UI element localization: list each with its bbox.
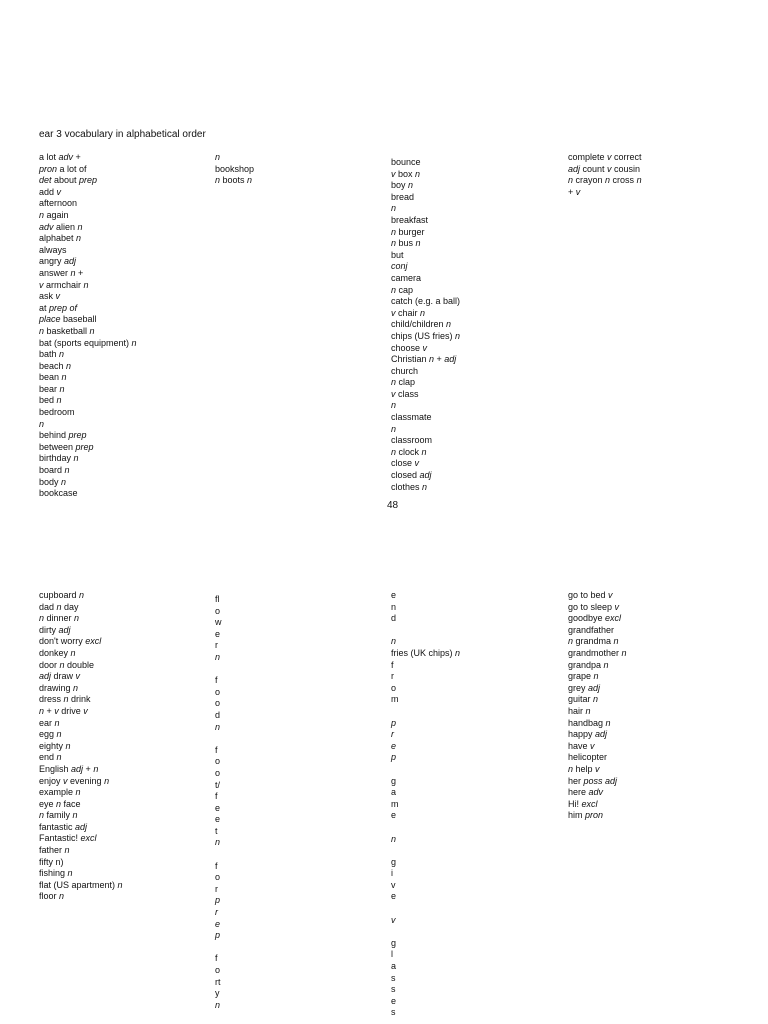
vertical-char: y xyxy=(215,988,220,999)
vertical-char: v xyxy=(391,914,396,925)
vocab-entry: clothes n xyxy=(391,481,428,492)
vocab-entry: n xyxy=(391,423,397,434)
vertical-gap xyxy=(391,926,399,938)
vocab-entry: + v xyxy=(568,186,581,197)
vocab-entry: her poss adj xyxy=(568,775,618,786)
vertical-gap xyxy=(391,903,399,915)
vertical-char: n xyxy=(391,636,397,647)
vocab-entry: but xyxy=(391,249,404,260)
vertical-char: r xyxy=(391,671,394,682)
vertical-gap xyxy=(391,845,399,857)
vocab-entry: n xyxy=(215,152,221,162)
vocab-column-3 xyxy=(391,157,460,493)
vertical-char: o xyxy=(215,767,221,778)
vocab-entry: bed n xyxy=(39,395,62,406)
vertical-gap xyxy=(391,822,399,834)
vocab-entry: body n xyxy=(39,476,67,487)
vocab-entry: eye n face xyxy=(39,798,81,809)
vocab-entry: father n xyxy=(39,845,70,856)
vertical-char: n xyxy=(215,721,221,732)
vertical-char: fl xyxy=(215,594,220,604)
vocab-column-4 xyxy=(568,152,642,198)
vocab-entry: n cap xyxy=(391,284,414,295)
vocab-entry: grandpa n xyxy=(568,659,609,670)
page-title: ear 3 vocabulary in alphabetical order xyxy=(39,129,206,140)
vertical-gap xyxy=(391,625,396,637)
vocab-entry: go to sleep v xyxy=(568,601,620,612)
vocab-entry: n basketball n xyxy=(39,325,95,336)
vocab-entry: n + v drive v xyxy=(39,705,88,716)
vertical-char: o xyxy=(215,698,221,709)
vocab-entry: afternoon xyxy=(39,198,78,209)
vocab-entry: don't worry excl xyxy=(39,636,102,647)
vertical-char: e xyxy=(215,918,221,929)
vocab-entry: grape n xyxy=(568,671,599,682)
vertical-char: o xyxy=(215,872,221,883)
vertical-gap xyxy=(215,849,222,861)
vertical-char: o xyxy=(391,682,397,693)
vocab-entry: n xyxy=(391,203,397,214)
vocab-entry: breakfast xyxy=(391,214,429,225)
vocab-entry: guitar n xyxy=(568,694,599,705)
vocab-entry: eighty n xyxy=(39,740,71,751)
vocab-entry: n xyxy=(39,418,45,429)
vocab-entry: him pron xyxy=(568,810,604,821)
vertical-char: f xyxy=(215,860,218,871)
vertical-char: t/ xyxy=(215,779,221,790)
vocab-entry: example n xyxy=(39,787,81,798)
vocab-entry: between prep xyxy=(39,441,94,452)
vocab-entry: n boots n xyxy=(215,175,253,186)
vocab-entry: place baseball xyxy=(39,314,97,325)
vertical-char: p xyxy=(391,717,397,728)
vocab-entry: bat (sports equipment) n xyxy=(39,337,137,348)
vocab-entry: bath n xyxy=(39,349,65,360)
vocab-entry: fantastic adj xyxy=(39,821,88,832)
vertical-char: o xyxy=(215,605,221,616)
vertical-gap xyxy=(391,706,399,718)
vocab-entry: ask v xyxy=(39,291,61,302)
vocab-entry: fishing n xyxy=(39,868,73,879)
vertical-char: d xyxy=(391,613,397,624)
vocab-entry: beach n xyxy=(39,360,72,371)
vocab-entry: child/children n xyxy=(391,319,452,330)
vocab-entry: flat (US apartment) n xyxy=(39,879,123,890)
vertical-char: p xyxy=(215,895,221,906)
vocab-entry: det about prep xyxy=(39,175,98,186)
vocab-vertical-column-7b xyxy=(391,660,399,1019)
vertical-char: r xyxy=(215,883,218,894)
vocab-entry: go to bed v xyxy=(568,590,613,600)
vocab-entry: close v xyxy=(391,458,420,469)
vocab-entry: alphabet n xyxy=(39,233,82,244)
vocab-entry: handbag n xyxy=(568,717,611,728)
vocab-entry: n bus n xyxy=(391,238,421,249)
vertical-char: o xyxy=(215,686,221,697)
vocab-entry: adj draw v xyxy=(39,671,81,682)
vertical-char: l xyxy=(391,949,393,960)
vertical-char: r xyxy=(391,729,394,740)
vocab-entry: n dinner n xyxy=(39,613,80,624)
vocab-entry: answer n + xyxy=(39,267,84,278)
vocab-entry: cupboard n xyxy=(39,590,85,600)
vertical-char: s xyxy=(391,984,396,995)
vertical-char: n xyxy=(391,833,397,844)
vertical-char: v xyxy=(391,879,396,890)
vocab-entry: dad n day xyxy=(39,601,79,612)
vertical-char: m xyxy=(391,798,399,809)
vocab-entry: helicopter xyxy=(568,752,608,763)
vocab-entry: adv alien n xyxy=(39,221,83,232)
vertical-char: f xyxy=(215,953,218,964)
vocab-line-fries xyxy=(391,648,460,660)
vocab-entry: have v xyxy=(568,740,595,751)
vocab-entry: grey adj xyxy=(568,682,601,693)
vocab-entry: v class xyxy=(391,388,419,399)
vocab-entry: board n xyxy=(39,465,70,476)
vocab-entry: floor n xyxy=(39,891,65,902)
vocab-column-8 xyxy=(568,590,627,822)
vertical-char: a xyxy=(391,961,397,972)
vertical-char: e xyxy=(391,590,397,600)
vertical-char: n xyxy=(391,601,397,612)
vertical-char: s xyxy=(391,972,396,983)
vertical-char: g xyxy=(391,856,397,867)
vocab-entry: fifty n) xyxy=(39,856,64,867)
vertical-char: e xyxy=(391,891,397,902)
vertical-char: m xyxy=(391,694,399,705)
vertical-char: e xyxy=(391,995,397,1006)
vocab-entry: dirty adj xyxy=(39,624,71,635)
vertical-gap xyxy=(215,942,222,954)
vocab-entry: end n xyxy=(39,752,62,763)
vocab-entry: behind prep xyxy=(39,430,87,441)
vocab-entry: fries (UK chips) n xyxy=(391,648,461,658)
vocab-column-5 xyxy=(39,590,123,903)
vocab-entry: bounce xyxy=(391,157,421,167)
vertical-char: rt xyxy=(215,976,221,987)
vocab-entry: v box n xyxy=(391,168,421,179)
vocab-vertical-column-6 xyxy=(215,594,222,1011)
vocab-entry: Fantastic! excl xyxy=(39,833,97,844)
vocab-entry: boy n xyxy=(391,180,414,191)
vocab-entry: n clap xyxy=(391,377,416,388)
vertical-char: w xyxy=(215,617,222,628)
vertical-char: f xyxy=(215,675,218,686)
vocab-entry: classroom xyxy=(391,435,433,446)
vocab-entry: grandmother n xyxy=(568,647,627,658)
vocab-entry: happy adj xyxy=(568,729,608,740)
vocab-entry: v armchair n xyxy=(39,279,89,290)
vertical-char: p xyxy=(391,752,397,763)
vertical-char: n xyxy=(215,837,221,848)
vertical-char: f xyxy=(391,659,394,670)
vocab-entry: enjoy v evening n xyxy=(39,775,110,786)
vocab-entry: English adj + n xyxy=(39,763,99,774)
vertical-char: n xyxy=(215,999,221,1010)
vertical-char: n xyxy=(215,651,221,662)
vertical-gap xyxy=(215,733,222,745)
vocab-entry: bookshop xyxy=(215,163,255,174)
vocab-entry: n help v xyxy=(568,763,600,774)
vocab-entry: n again xyxy=(39,209,69,220)
vocab-entry: camera xyxy=(391,272,422,283)
vocab-entry: pron a lot of xyxy=(39,163,87,174)
vertical-char: t xyxy=(215,825,218,836)
vocab-entry: n crayon n cross n xyxy=(568,175,642,186)
vocab-entry: egg n xyxy=(39,729,62,740)
vocab-entry: choose v xyxy=(391,342,428,353)
vocab-entry: adj count v cousin xyxy=(568,163,641,174)
vocab-entry: angry adj xyxy=(39,256,77,267)
vocab-entry: drawing n xyxy=(39,682,79,693)
vocab-entry: grandfather xyxy=(568,624,615,635)
vocab-entry: conj xyxy=(391,261,408,272)
vocab-entry: at prep of xyxy=(39,302,78,313)
vocab-entry: always xyxy=(39,244,67,255)
vertical-char: f xyxy=(215,791,218,802)
vertical-char: r xyxy=(215,907,218,918)
vocab-entry: bread xyxy=(391,191,415,202)
vocab-entry: donkey n xyxy=(39,647,76,658)
vocab-entry: door n double xyxy=(39,659,95,670)
vertical-char: r xyxy=(215,640,218,651)
vertical-char: i xyxy=(391,868,393,879)
vocab-entry: here adv xyxy=(568,787,604,798)
vocab-entry: n clock n xyxy=(391,446,427,457)
vocab-entry: a lot adv + xyxy=(39,152,81,162)
vertical-char: f xyxy=(215,744,218,755)
vocab-entry: n family n xyxy=(39,810,78,821)
vocab-entry: classmate xyxy=(391,412,432,423)
vocab-vertical-column-7a xyxy=(391,590,396,648)
vocab-entry: n burger xyxy=(391,226,425,237)
vocab-entry: n grandma n xyxy=(568,636,619,647)
vocab-entry: bean n xyxy=(39,372,67,383)
vocab-entry: Christian n + adj xyxy=(391,354,457,365)
vocab-entry: v chair n xyxy=(391,307,426,318)
vertical-char: d xyxy=(215,709,221,720)
vertical-char: o xyxy=(215,756,221,767)
vocab-entry: goodbye excl xyxy=(568,613,622,624)
vocab-entry: dress n drink xyxy=(39,694,91,705)
vocab-entry: hair n xyxy=(568,705,591,716)
vertical-gap xyxy=(215,664,222,676)
vocab-entry: church xyxy=(391,365,419,376)
vocab-entry: Hi! excl xyxy=(568,798,598,809)
vocab-entry: bear n xyxy=(39,383,65,394)
vertical-char: e xyxy=(391,810,397,821)
vocab-entry: birthday n xyxy=(39,453,79,464)
vertical-char: e xyxy=(215,628,221,639)
vocab-column-2 xyxy=(215,152,254,187)
vocab-entry: add v xyxy=(39,186,62,197)
vertical-char: o xyxy=(215,965,221,975)
vocab-entry: chips (US fries) n xyxy=(391,330,461,341)
vocab-entry: catch (e.g. a ball) xyxy=(391,296,461,307)
vertical-char: e xyxy=(215,814,221,825)
vocab-column-1 xyxy=(39,152,137,500)
vocab-entry: bedroom xyxy=(39,407,75,418)
vertical-char: e xyxy=(215,802,221,813)
vocab-entry: n xyxy=(391,400,397,411)
vocab-entry: ear n xyxy=(39,717,60,728)
vertical-char: e xyxy=(391,740,397,751)
vocab-entry: closed adj xyxy=(391,470,432,481)
vertical-char: g xyxy=(391,775,397,786)
vocab-entry: bookcase xyxy=(39,488,78,499)
page-number: 48 xyxy=(387,500,399,511)
vertical-char: s xyxy=(391,1007,396,1018)
vertical-char: p xyxy=(215,930,221,941)
vertical-char: a xyxy=(391,787,397,798)
vertical-char: g xyxy=(391,937,397,948)
vocab-entry: complete v correct xyxy=(568,152,642,162)
vertical-gap xyxy=(391,764,399,776)
